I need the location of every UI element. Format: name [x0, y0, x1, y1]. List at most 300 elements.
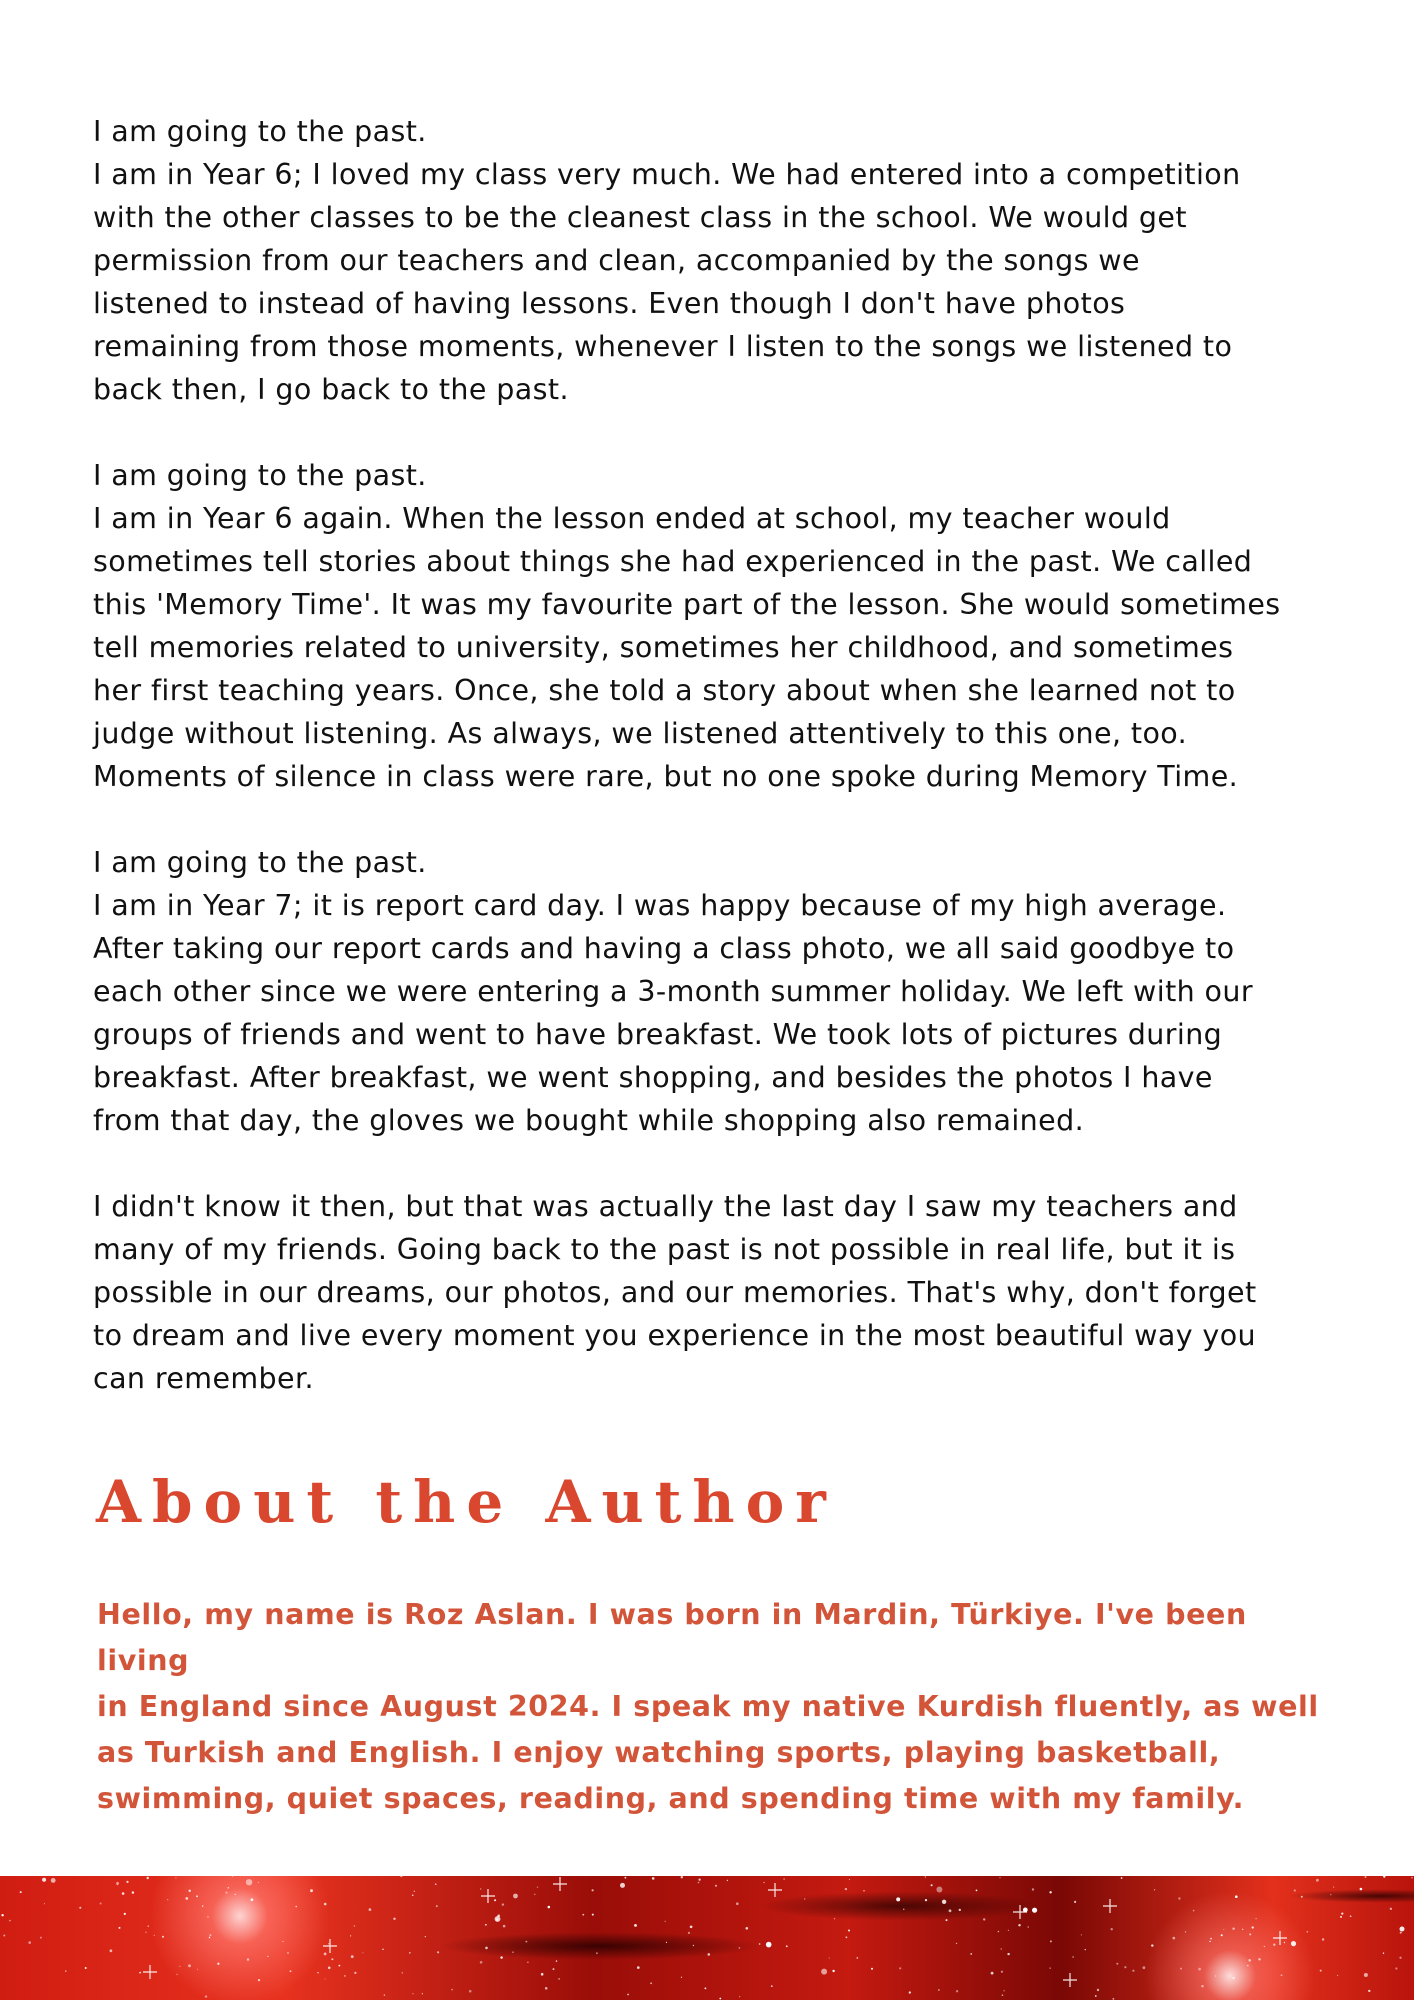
star: [3, 1935, 5, 1937]
star: [290, 1970, 292, 1972]
star: [1350, 1915, 1352, 1917]
sparkle: [323, 1939, 337, 1953]
star: [267, 1956, 268, 1957]
star: [1185, 1931, 1186, 1932]
about-author-text: [97, 1592, 1337, 1822]
story-line: back then, I go back to the past.: [93, 373, 569, 406]
sparkle: [143, 1965, 157, 1979]
star: [627, 1994, 629, 1996]
star: [1400, 1932, 1402, 1934]
star: [834, 1918, 835, 1919]
star: [634, 1924, 637, 1927]
star: [85, 1967, 87, 1969]
sparkle: [1013, 1905, 1027, 1919]
story-paragraph: [93, 454, 1333, 798]
star: [1337, 1975, 1338, 1976]
star: [832, 1970, 834, 1972]
story-line: this 'Memory Time'. It was my favourite part of the lesson. She would sometimes: [93, 588, 1281, 621]
star: [1095, 1995, 1097, 1997]
star: [956, 1943, 957, 1944]
star: [1, 1914, 3, 1916]
star: [1247, 1965, 1249, 1967]
star: [1074, 1901, 1076, 1903]
star: [1001, 1948, 1002, 1949]
star: [1001, 1971, 1003, 1973]
star: [871, 1968, 873, 1970]
star: [1081, 1934, 1082, 1935]
star: [1085, 1949, 1086, 1950]
star: [666, 1942, 667, 1943]
star: [344, 1975, 346, 1977]
story-line: possible in our dreams, our photos, and our memories. That's why, don't forget: [93, 1276, 1257, 1309]
story-line: I am in Year 7; it is report card day. I was happy because of my high average.: [93, 889, 1227, 922]
star: [110, 1949, 113, 1952]
star: [1209, 1941, 1210, 1942]
star: [1173, 1937, 1176, 1940]
star: [328, 1943, 329, 1944]
star: [1411, 1877, 1412, 1878]
story-line: Moments of silence in class were rare, but no one spoke during Memory Time.: [93, 760, 1239, 793]
star: [1360, 1888, 1363, 1891]
star: [512, 1951, 514, 1953]
star: [324, 1903, 327, 1906]
star: [1364, 1973, 1368, 1977]
star: [1341, 1913, 1343, 1915]
star: [909, 1991, 911, 1993]
star: [936, 1887, 942, 1893]
star: [167, 1899, 168, 1900]
star: [690, 1926, 693, 1929]
star: [325, 1979, 326, 1980]
star: [849, 1879, 850, 1880]
star: [1235, 1895, 1238, 1898]
star: [650, 1982, 652, 1984]
star: [739, 1996, 740, 1997]
star: [425, 1936, 426, 1937]
star: [354, 1972, 356, 1974]
star: [409, 1952, 411, 1954]
star: [119, 1927, 121, 1929]
star: [154, 1935, 155, 1936]
star: [938, 1989, 939, 1990]
star: [495, 1916, 501, 1922]
star: [1050, 1968, 1051, 1969]
star: [1340, 1916, 1342, 1918]
star: [503, 1925, 506, 1928]
star: [845, 1888, 847, 1890]
star: [469, 1990, 472, 1993]
star: [1049, 1891, 1051, 1893]
sparkle: [768, 1883, 782, 1897]
star: [715, 1885, 717, 1887]
star: [1399, 1957, 1401, 1959]
star: [541, 1973, 544, 1976]
star: [1198, 1968, 1201, 1971]
star: [258, 1882, 259, 1883]
star: [896, 1897, 900, 1901]
star: [228, 1887, 230, 1889]
sparkle: [1063, 1973, 1077, 1987]
star: [100, 1903, 102, 1905]
star: [821, 1969, 827, 1975]
star: [176, 1974, 177, 1975]
star: [209, 1937, 210, 1938]
star: [1132, 1970, 1134, 1972]
star: [637, 1966, 640, 1969]
star: [246, 1879, 252, 1885]
star: [1210, 1938, 1212, 1940]
star: [317, 1972, 318, 1973]
star: [693, 1945, 694, 1946]
star: [846, 1936, 848, 1938]
star: [122, 1892, 125, 1895]
sparkle: [481, 1889, 495, 1903]
star: [175, 1877, 176, 1878]
star: [354, 1925, 356, 1927]
star: [480, 1888, 481, 1889]
star: [699, 1879, 701, 1881]
galaxy-footer-image: [0, 1876, 1414, 2000]
star: [925, 1876, 926, 1877]
star: [976, 1890, 978, 1892]
star: [197, 1969, 198, 1970]
star: [485, 1924, 487, 1926]
star: [949, 1909, 952, 1912]
star: [384, 1994, 385, 1995]
star: [998, 1931, 1000, 1933]
star: [393, 1918, 395, 1920]
star: [232, 1876, 233, 1877]
story-line: I am going to the past.: [93, 115, 427, 148]
story-paragraph: [93, 110, 1333, 411]
star: [764, 1882, 765, 1883]
star: [1116, 1963, 1118, 1965]
star: [147, 1877, 149, 1879]
star: [235, 1894, 236, 1895]
star: [1151, 1944, 1153, 1946]
star: [20, 1891, 22, 1893]
star: [556, 1960, 557, 1961]
star: [1301, 1896, 1303, 1898]
star: [1281, 1974, 1283, 1976]
star: [959, 1909, 961, 1911]
star: [42, 1878, 46, 1882]
star: [1330, 1894, 1331, 1895]
star: [1027, 1926, 1029, 1928]
star: [931, 1884, 933, 1886]
star: [983, 1918, 985, 1920]
story-line: from that day, the gloves we bought while shopping also remained.: [93, 1104, 1085, 1137]
story-line: I am in Year 6 again. When the lesson ended at school, my teacher would: [93, 502, 1171, 535]
star: [402, 1972, 403, 1973]
star: [582, 1914, 584, 1916]
star: [202, 1905, 203, 1906]
star: [596, 1952, 598, 1954]
story-line: tell memories related to university, sometimes her childhood, and sometimes: [93, 631, 1234, 664]
story-body: [93, 110, 1333, 1443]
star: [331, 1958, 333, 1960]
star: [1316, 1879, 1319, 1882]
star: [480, 1961, 483, 1964]
sparkle: [1103, 1899, 1117, 1913]
story-line: each other since we were entering a 3-month summer holiday. We left with our: [93, 975, 1253, 1008]
story-line: her first teaching years. Once, she told a story about when she learned not to: [93, 674, 1236, 707]
star: [719, 1998, 721, 2000]
star: [1032, 1888, 1034, 1890]
star: [217, 1963, 219, 1965]
star: [124, 1913, 126, 1915]
star: [51, 1878, 56, 1883]
star: [970, 1953, 972, 1955]
star: [620, 1883, 625, 1888]
star: [1291, 1941, 1296, 1946]
star: [739, 1947, 741, 1949]
star: [899, 1967, 901, 1969]
star: [526, 1941, 528, 1943]
star: [28, 1941, 31, 1944]
star: [592, 1889, 594, 1891]
about-line: Hello, my name is Roz Aslan. I was born in Mardin, Türkiye. I've been living: [97, 1598, 1247, 1677]
star: [759, 1943, 761, 1945]
star: [494, 1899, 496, 1901]
about-line: as Turkish and English. I enjoy watching sports, playing basketball,: [97, 1736, 1221, 1769]
star: [437, 1951, 439, 1953]
star: [162, 1936, 164, 1938]
star: [1178, 1897, 1180, 1899]
star: [126, 1881, 128, 1883]
star: [1032, 1908, 1037, 1913]
star: [925, 1899, 927, 1901]
star: [857, 1957, 859, 1959]
star: [1072, 1956, 1073, 1957]
story-line: remaining from those moments, whenever I listen to the songs we listened to: [93, 330, 1233, 363]
star: [537, 1887, 538, 1888]
star: [1333, 1887, 1334, 1888]
star-field: [0, 1876, 1414, 2000]
star: [766, 1942, 772, 1948]
star: [688, 1932, 690, 1934]
star: [351, 1955, 354, 1958]
star: [485, 1947, 488, 1950]
star: [1390, 1908, 1392, 1910]
story-line: with the other classes to be the cleanest class in the school. We would get: [93, 201, 1187, 234]
star: [414, 1891, 415, 1892]
story-line: I am going to the past.: [93, 846, 427, 879]
star: [247, 1958, 249, 1960]
star: [681, 1876, 683, 1878]
star: [179, 1966, 180, 1967]
star: [1221, 1934, 1223, 1936]
star: [400, 1876, 402, 1877]
star: [436, 1905, 438, 1907]
story-line: I am going to the past.: [93, 459, 427, 492]
star: [1018, 1924, 1020, 1926]
star: [79, 1907, 81, 1909]
star: [1004, 1990, 1005, 1991]
about-line: swimming, quiet spaces, reading, and spending time with my family.: [97, 1782, 1245, 1815]
story-line: groups of friends and went to have breakfast. We took lots of pictures during: [93, 1018, 1223, 1051]
star: [362, 1952, 363, 1953]
star: [1124, 1966, 1126, 1968]
star: [558, 1978, 560, 1980]
star: [1273, 1944, 1275, 1946]
star: [1368, 1990, 1370, 1992]
story-line: to dream and live every moment you experience in the most beautiful way you: [93, 1319, 1256, 1352]
sparkle: [553, 1877, 567, 1891]
star: [698, 1882, 700, 1884]
star: [132, 1891, 134, 1893]
about-line: in England since August 2024. I speak my native Kurdish fluently, as well: [97, 1690, 1319, 1723]
star: [942, 1900, 946, 1904]
star: [287, 1952, 289, 1954]
story-line: After taking our report cards and having a class photo, we all said goodbye to: [93, 932, 1235, 965]
star: [1215, 1976, 1216, 1977]
star: [350, 1935, 351, 1936]
star: [1097, 1989, 1099, 1991]
story-line: can remember.: [93, 1362, 314, 1395]
star: [829, 1957, 830, 1958]
star: [848, 1930, 850, 1932]
star: [1154, 1889, 1155, 1890]
star: [786, 1945, 788, 1947]
star: [548, 1906, 551, 1909]
star: [1255, 1918, 1256, 1919]
story-paragraph: [93, 841, 1333, 1142]
star: [1320, 1970, 1322, 1972]
star: [225, 1892, 227, 1894]
star: [534, 1894, 535, 1895]
star: [116, 1882, 119, 1885]
story-line: sometimes tell stories about things she had experienced in the past. We called: [93, 545, 1253, 578]
star: [553, 1968, 555, 1970]
star: [1365, 1876, 1367, 1878]
star: [339, 1965, 341, 1967]
star: [1252, 1926, 1254, 1928]
star: [251, 1898, 254, 1901]
star: [1395, 1967, 1397, 1969]
star: [783, 1878, 785, 1880]
star: [1232, 1977, 1234, 1979]
star: [727, 1880, 728, 1881]
star: [1193, 1910, 1195, 1912]
star: [1121, 1877, 1123, 1879]
star: [652, 1877, 655, 1880]
star: [1111, 1928, 1113, 1930]
story-line: permission from our teachers and clean, accompanied by the songs we: [93, 244, 1140, 277]
star: [186, 1897, 189, 1900]
star: [771, 1985, 773, 1987]
star: [283, 1941, 284, 1942]
star: [258, 1979, 260, 1981]
star: [9, 1920, 11, 1922]
star: [382, 1949, 383, 1950]
star: [205, 1995, 207, 1997]
star: [196, 1895, 198, 1897]
star: [1249, 1933, 1251, 1935]
star: [1007, 1953, 1009, 1955]
star: [1232, 1928, 1234, 1930]
story-line: judge without listening. As always, we listened attentively to this one, too.: [93, 717, 1188, 750]
star: [502, 1903, 504, 1905]
star: [1248, 1959, 1251, 1962]
star: [956, 1990, 958, 1992]
star: [1294, 1889, 1296, 1891]
story-line: I didn't know it then, but that was actually the last day I saw my teachers and: [93, 1190, 1238, 1223]
star: [139, 1972, 141, 1974]
star: [592, 1914, 594, 1916]
star: [1201, 1985, 1203, 1987]
star: [44, 1903, 45, 1904]
star: [412, 1993, 413, 1994]
star: [665, 1921, 666, 1922]
star: [999, 1877, 1000, 1878]
star: [708, 1953, 711, 1956]
star: [1180, 1968, 1182, 1970]
star: [527, 1962, 529, 1964]
star: [40, 1937, 42, 1939]
star: [1383, 1876, 1385, 1878]
star: [625, 1877, 627, 1879]
star: [946, 1919, 948, 1921]
story-line: many of my friends. Going back to the past is not possible in real life, but it is: [93, 1233, 1236, 1266]
star: [295, 1906, 297, 1908]
story-line: listened to instead of having lessons. Even though I don't have photos: [93, 287, 1126, 320]
story-line: I am in Year 6; I loved my class very much. We had entered into a competition: [93, 158, 1241, 191]
star: [145, 1932, 146, 1933]
star: [451, 1989, 453, 1991]
star: [422, 1993, 423, 1994]
star: [412, 1895, 414, 1897]
star: [545, 1987, 548, 1990]
star: [513, 1894, 518, 1899]
star: [310, 1889, 313, 1892]
star: [903, 1909, 904, 1910]
star: [207, 1916, 209, 1918]
star: [863, 1890, 865, 1892]
star: [1143, 1966, 1146, 1969]
star: [736, 1902, 739, 1905]
star: [1008, 1930, 1009, 1931]
star: [435, 1883, 437, 1885]
star: [746, 1927, 749, 1930]
star: [1400, 1927, 1405, 1932]
star: [681, 1977, 682, 1978]
star: [328, 1967, 331, 1970]
star: [65, 1970, 66, 1971]
star: [705, 1988, 707, 1990]
star: [189, 1890, 191, 1892]
star: [1002, 1994, 1004, 1996]
star: [1284, 1942, 1285, 1943]
star: [1223, 1929, 1224, 1930]
star: [324, 1953, 327, 1956]
star: [147, 1925, 149, 1927]
star: [369, 1908, 372, 1911]
story-paragraph: [93, 1185, 1333, 1400]
star: [1264, 1946, 1265, 1947]
about-author-heading: About the Author: [96, 1468, 837, 1536]
star: [804, 1898, 805, 1899]
star: [209, 1934, 211, 1936]
star: [1242, 1929, 1243, 1930]
star: [188, 1964, 191, 1967]
star: [1322, 1938, 1324, 1940]
star: [1258, 1958, 1260, 1960]
star: [500, 1956, 502, 1958]
star: [991, 1972, 994, 1975]
star: [1306, 1931, 1308, 1933]
star: [1383, 1953, 1384, 1954]
